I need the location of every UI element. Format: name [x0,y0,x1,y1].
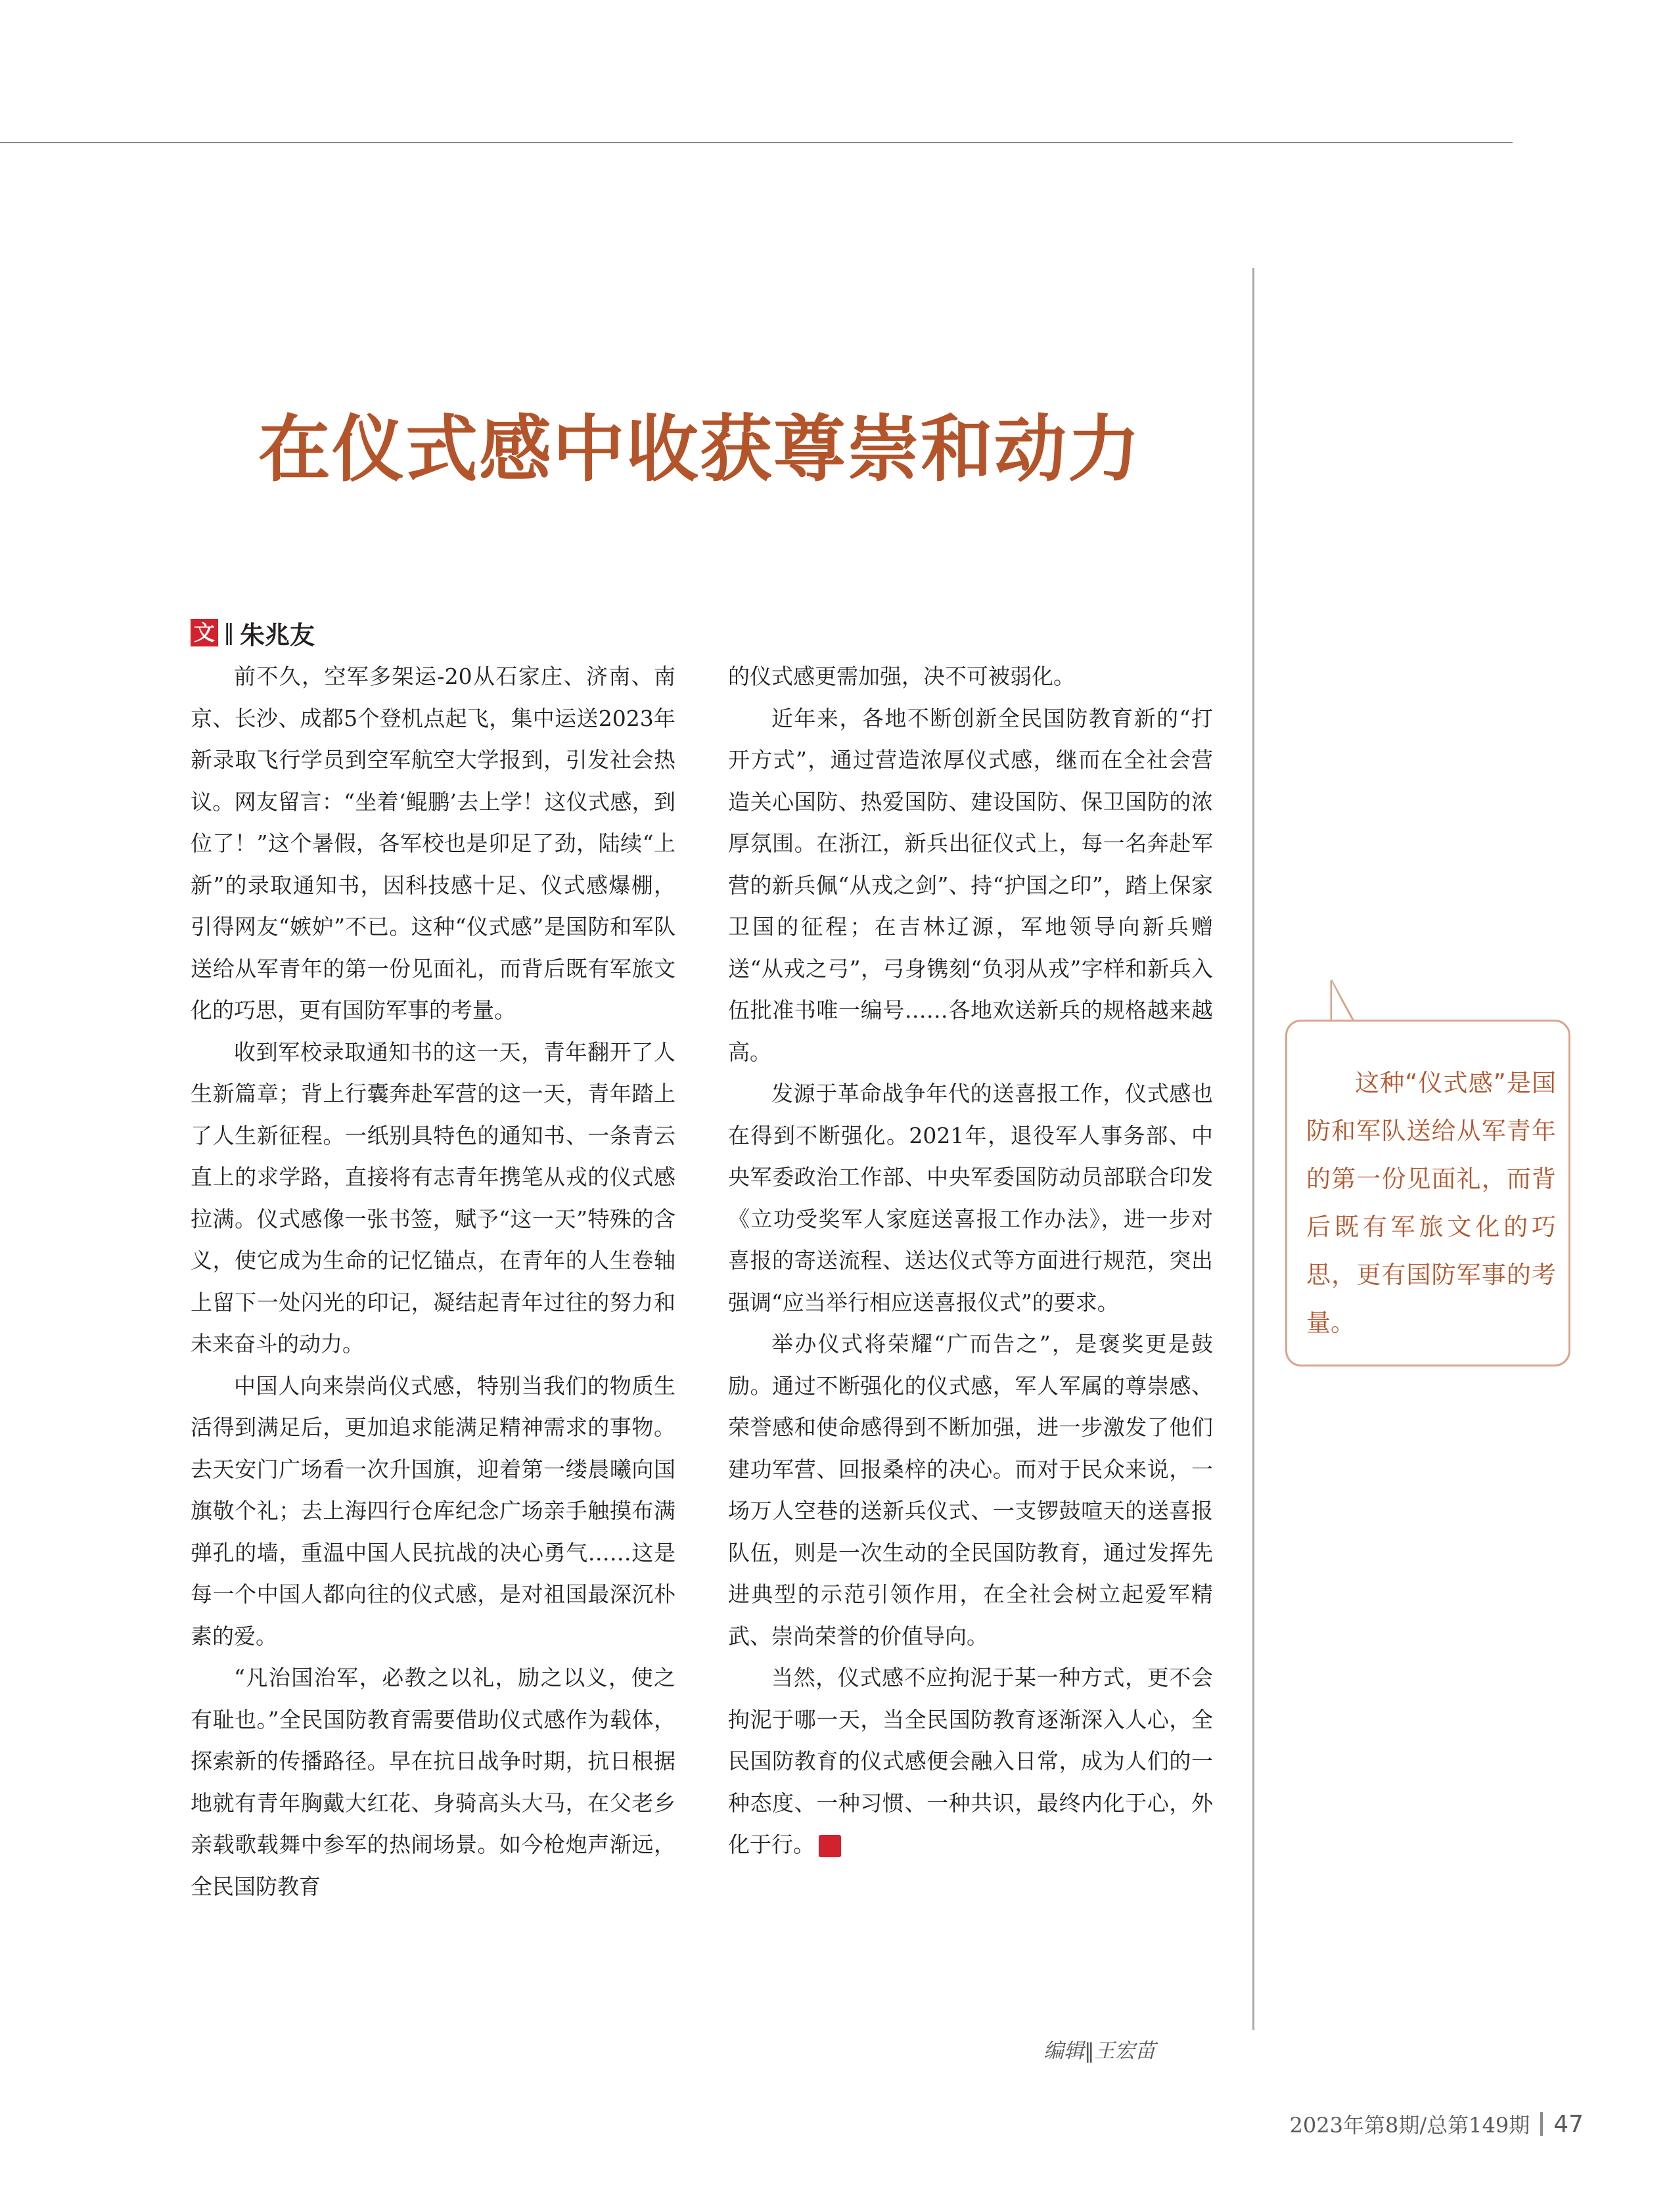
body-paragraph: 近年来，各地不断创新全民国防教育新的“打开方式”，通过营造浓厚仪式感，继而在全社会营造关心国防、热爱国防、建设国防、保卫国防的浓厚氛围。在浙江，新兵出征仪式上，每一名奔赴军营的新兵佩“从戎之剑”、持“护国之印”，踏上保家卫国的征程；在吉林辽源，军地领导向新兵赠送“从戎之弓”，弓身镌刻“负羽从戎”字样和新兵入伍批准书唯一编号……各地欢送新兵的规格越来越高。 [728,705,1213,1065]
body-paragraph-last [728,1657,1213,1866]
speech-bubble-tail-icon [1329,979,1355,1022]
body-column-right [728,656,1213,1866]
article-title: 在仪式感中收获尊崇和动力 [258,407,1141,491]
pull-quote-text: 这种“仪式感”是国防和军队送给从军青年的第一份见面礼，而背后既有军旅文化的巧思，更有国防军事的考量。 [1306,1069,1556,1337]
byline-badge: 文 [191,619,218,646]
body-paragraph: 收到军校录取通知书的这一天，青年翻开了人生新篇章；背上行囊奔赴军营的这一天，青年踏上了人生新征程。一纸别具特色的通知书、一条青云直上的求学路，直接将有志青年携笔从戎的仪式感拉满。仪式感像一张书签，赋予“这一天”特殊的含义，使它成为生命的记忆锚点，在青年的人生卷轴上留下一处闪光的印记，凝结起青年过往的努力和未来奋斗的动力。 [191,1039,675,1357]
last-paragraph-text: 当然，仪式感不应拘泥于某一种方式，更不会拘泥于哪一天，当全民国防教育逐渐深入人心，全民国防教育的仪式感便会融入日常，成为人们的一种态度、一种习惯、一种共识，最终内化于心，外化于行。 [728,1665,1213,1857]
body-column-left [191,656,675,1907]
column-divider [1252,268,1254,2030]
page-footer [1290,2109,1584,2139]
body-paragraph: 发源于革命战争年代的送喜报工作，仪式感也在得到不断强化。2021年，退役军人事务部、中央军委政治工作部、中央军委国防动员部联合印发《立功受奖军人家庭送喜报工作办法》，进一步对喜报的寄送流程、送达仪式等方面进行规范，突出强调“应当举行相应送喜报仪式”的要求。 [728,1081,1213,1315]
footer-divider [1540,2112,1543,2136]
end-mark-icon: G [819,1835,841,1857]
author-name: 朱兆友 [240,620,315,650]
body-paragraph: 前不久，空军多架运-20从石家庄、济南、南京、长沙、成都5个登机点起飞，集中运送2023年新录取飞行学员到空军航空大学报到，引发社会热议。网友留言：“坐着‘鲲鹏’去上学！这仪式感，到位了！”这个暑假，各军校也是卯足了劲，陆续“上新”的录取通知书，因科技感十足、仪式感爆棚，引得网友“嫉妒”不已。这种“仪式感”是国防和军队送给从军青年的第一份见面礼，而背后既有军旅文化的巧思，更有国防军事的考量。 [191,664,675,1023]
editor-credit: 编辑‖王宏苗 [1043,2039,1156,2063]
body-paragraph: “凡治国治军，必教之以礼，励之以义，使之有耻也。”全民国防教育需要借助仪式感作为载体，探索新的传播路径。早在抗日战争时期，抗日根据地就有青年胸戴大红花、身骑高头大马，在父老乡亲载歌载舞中参军的热闹场景。如今枪炮声渐远，全民国防教育 [191,1665,675,1899]
issue-info: 2023年第8期/总第149期 [1289,2113,1530,2138]
body-paragraph: 中国人向来崇尚仪式感，特别当我们的物质生活得到满足后，更加追求能满足精神需求的事物。去天安门广场看一次升国旗，迎着第一缕晨曦向国旗敬个礼；去上海四行仓库纪念广场亲手触摸布满弹孔的墙，重温中国人民抗战的决心勇气……这是每一个中国人都向往的仪式感，是对祖国最深沉朴素的爱。 [191,1372,675,1649]
header-rule [0,142,1513,143]
body-paragraph: 举办仪式将荣耀“广而告之”，是褒奖更是鼓励。通过不断强化的仪式感，军人军属的尊崇感、荣誉感和使命感得到不断加强，进一步激发了他们建功军营、回报桑梓的决心。而对于民众来说，一场万人空巷的送新兵仪式、一支锣鼓喧天的送喜报队伍，则是一次生动的全民国防教育，通过发挥先进典型的示范引领作用，在全社会树立起爱军精武、崇尚荣誉的价值导向。 [728,1331,1213,1649]
body-paragraph-continuation: 的仪式感更需加强，决不可被弱化。 [728,664,1075,689]
byline [191,616,315,649]
page-number: 47 [1553,2110,1584,2138]
pull-quote [1306,1059,1556,1347]
byline-separator: ‖ [223,620,235,646]
